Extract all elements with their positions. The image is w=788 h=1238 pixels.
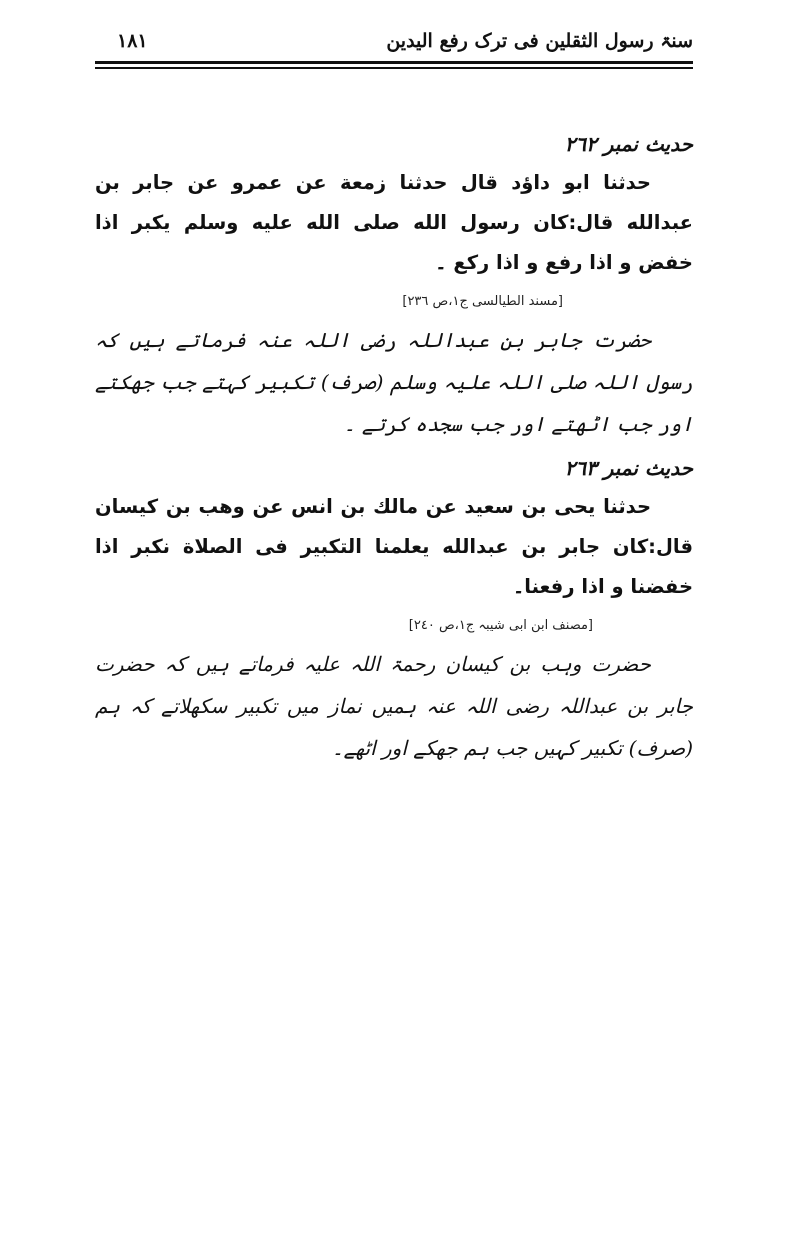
hadith-263 (95, 449, 693, 769)
hadith-262 (95, 125, 693, 445)
page-header (95, 28, 693, 62)
hadith-urdu-translation: حضرت جابر بن عبداللہ رضی اللہ عنہ فرماتے ہیں کہ رسول اللہ صلی اللہ علیہ وسلم (صرف) تکبیر کہتے جب جھکتے اور جب اٹھتے اور جب سجدہ کرتے ۔ (95, 328, 693, 436)
hadith-reference: [مسند الطیالسی ج١،ص ٢٣٦] (402, 294, 563, 309)
hadith-heading: حدیث نمبر ۲٦۳ (564, 456, 693, 480)
hadith-reference: [مصنف ابن ابی شیبہ ج١،ص ٢٤٠] (408, 618, 593, 633)
hadith-arabic-text: حدثنا ابو داؤد قال حدثنا زمعة عن عمرو عن جابر بن عبدالله قال:كان رسول الله صلى الله عليه وسلم يكبر اذا خفض و اذا رفع و اذا ركع ۔ (95, 171, 693, 274)
hadith-urdu-translation: حضرت وہب بن کیسان رحمۃ اللہ علیہ فرماتے ہیں کہ حضرت جابر بن عبداللہ رضی اللہ عنہ ہمیں نماز میں تکبیر سکھلاتے کہ ہم (صرف) تکبیر کہیں جب ہم جھکے اور اٹھے۔ (95, 652, 693, 760)
header-rule-thick (95, 61, 693, 64)
header-rule-thin (95, 67, 693, 69)
page-content (95, 125, 693, 769)
hadith-heading: حدیث نمبر ۲٦۲ (564, 132, 693, 156)
hadith-arabic-text: حدثنا يحى بن سعيد عن مالك بن انس عن وهب بن كيسان قال:كان جابر بن عبدالله يعلمنا التكبير فى الصلاة نكبر اذا خفضنا و اذا رفعنا۔ (95, 495, 693, 598)
page-number: ۱۸۱ (117, 30, 148, 52)
running-title: سنۃ رسول الثقلین فی ترک رفع الیدین (386, 30, 693, 52)
